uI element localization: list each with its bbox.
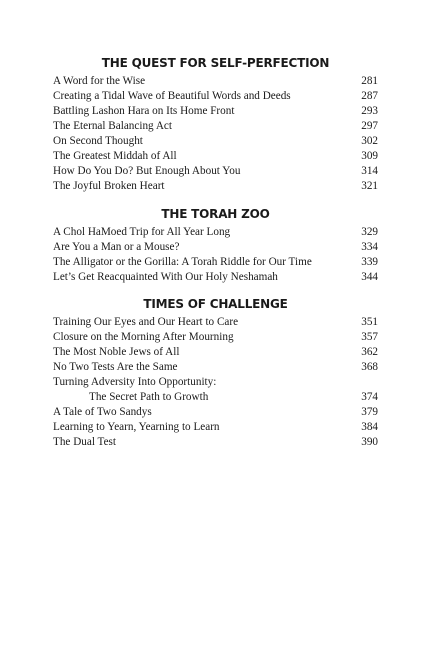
toc-entry [53,420,378,435]
entry-page: 339 [361,256,378,268]
toc-entry [53,164,378,179]
toc-entry [53,330,378,345]
toc-entry [53,134,378,149]
toc-section [53,205,378,285]
entry-page: 309 [361,150,378,162]
toc-entry [53,435,378,450]
entry-page: 287 [361,90,378,102]
toc-entry [53,375,378,390]
entry-page: 281 [361,75,378,87]
entry-page: 297 [361,120,378,132]
toc-entry [53,74,378,89]
entry-page: 374 [361,391,378,403]
entry-title: Creating a Tidal Wave of Beautiful Words and Deeds [53,90,291,102]
entry-page: 302 [361,135,378,147]
entry-page: 368 [361,361,378,373]
entry-title: Turning Adversity Into Opportunity: [53,376,217,388]
entry-title: Are You a Man or a Mouse? [53,241,180,253]
entry-page: 329 [361,226,378,238]
entry-page: 334 [361,241,378,253]
entry-title: The Eternal Balancing Act [53,120,172,132]
entry-page: 390 [361,436,378,448]
toc-entry [53,345,378,360]
toc-section [53,295,378,450]
entry-page: 384 [361,421,378,433]
entry-title: The Secret Path to Growth [89,391,209,403]
section-title: THE QUEST FOR SELF-PERFECTION [101,56,330,70]
entry-title: The Joyful Broken Heart [53,180,165,192]
toc-entry [53,405,378,420]
entry-title: No Two Tests Are the Same [53,361,178,373]
toc-entry [53,179,378,194]
section-title: THE TORAH ZOO [161,207,270,221]
entry-page: 357 [361,331,378,343]
entry-title: The Alligator or the Gorilla: A Torah Riddle for Our Time [53,256,312,268]
section-title: TIMES OF CHALLENGE [143,297,288,311]
toc-entry [53,119,378,134]
toc-entry [53,104,378,119]
toc-entry [53,89,378,104]
entry-title: A Tale of Two Sandys [53,406,152,418]
entry-title: The Greatest Middah of All [53,150,177,162]
entry-page: 314 [361,165,378,177]
entry-title: Let’s Get Reacquainted With Our Holy Neshamah [53,271,278,283]
entry-title: The Dual Test [53,436,117,448]
entry-page: 321 [361,180,378,192]
entry-title: On Second Thought [53,135,143,147]
entry-title: How Do You Do? But Enough About You [53,165,241,177]
entry-page: 344 [361,271,378,283]
toc-entry [53,225,378,240]
toc-section [53,54,378,194]
entry-page: 362 [361,346,378,358]
toc-entry-continuation [53,390,378,405]
toc-entry [53,240,378,255]
entry-page: 293 [361,105,378,117]
entry-title: The Most Noble Jews of All [53,346,180,358]
entry-title: Training Our Eyes and Our Heart to Care [53,316,239,328]
entry-title: Battling Lashon Hara on Its Home Front [53,105,235,117]
toc-entry [53,315,378,330]
toc-entry [53,270,378,285]
entry-title: Closure on the Morning After Mourning [53,331,234,343]
toc-entry [53,149,378,164]
entry-page: 351 [361,316,378,328]
toc-entry [53,360,378,375]
entry-title: Learning to Yearn, Yearning to Learn [53,421,220,433]
entry-page: 379 [361,406,378,418]
entry-title: A Chol HaMoed Trip for All Year Long [53,226,231,238]
entry-title: A Word for the Wise [53,75,146,87]
toc-entry [53,255,378,270]
